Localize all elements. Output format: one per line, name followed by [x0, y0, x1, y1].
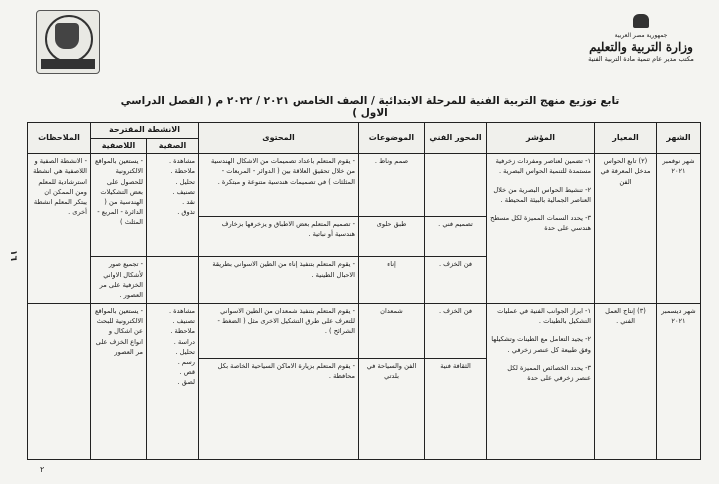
activity-item: لصق .: [177, 378, 195, 387]
activity-item: تصنيف .: [172, 317, 195, 326]
indicator-item: ٢- تنشيط الحواس البصرية من خلال العناصر الجمالية بالبيئة المحيطة .: [493, 185, 591, 204]
activity-item: مشاهدة .: [168, 157, 195, 166]
col-standard: المعيار: [595, 123, 657, 154]
activities-extra-cell: - تجميع صور لأشكال الاواني الخزفية على مر العصور .: [91, 257, 147, 303]
indicator-item: ١- ابراز الجوانب الفنية في عمليات التشكيل بالطينات .: [497, 306, 591, 326]
topic-cell: طبق حلوى: [359, 216, 425, 257]
standard-cell: (٢) تابع الحواس مدخل المعرفة في الفن: [595, 154, 657, 304]
eagle-emblem-icon: [630, 12, 652, 30]
content-cell: - يقوم المتعلم بزيارة الاماكن السياحية الخاصة بكل محافظة .: [199, 358, 359, 459]
art-axis-cell: [425, 154, 487, 217]
col-notes: الملاحظات: [28, 123, 91, 154]
topic-cell: صمم وناظ .: [359, 154, 425, 217]
topic-cell: شمعدان: [359, 303, 425, 358]
indicators-cell: [487, 303, 595, 459]
activities-class-cell: [147, 257, 199, 303]
col-topics: الموضوعات: [359, 123, 425, 154]
activities-class-cell: [147, 303, 199, 459]
indicator-item: ١- تضمين لعناصر ومفردات زخرفية مستمدة للتنمية الحواس البصرية .: [495, 157, 591, 176]
activity-item: تصنيف .: [172, 187, 195, 196]
col-indicator: المؤشر: [487, 123, 595, 154]
indicator-item: ٣- يحدد السمات المميزة لكل مسطح هندسي على حدة: [490, 214, 591, 233]
month-cell: شهر نوفمبر ٢٠٢١: [657, 154, 701, 304]
col-activities-class: الصفية: [147, 138, 199, 154]
col-content: المحتوى: [199, 123, 359, 154]
ministry-country: جمهورية مصر العربية: [614, 32, 668, 39]
margin-mark: ١٦: [8, 250, 18, 261]
seal-emblem-icon: [55, 23, 79, 49]
activity-item: مشاهدة .: [168, 306, 195, 315]
directorate-seal-logo: [36, 10, 100, 74]
activities-extra-cell: - يستعين بالمواقع الالكترونية للبحث عن اشكال و انواع الخزف على مر العصور: [91, 303, 147, 459]
activities-class-cell: [147, 154, 199, 257]
page-number: ٢: [40, 465, 45, 474]
curriculum-table: [27, 122, 701, 460]
art-axis-cell: فن الخزف .: [425, 303, 487, 358]
seal-band-icon: [41, 59, 95, 69]
document-title: تابع توزيع منهج التربية الفنية للمرحلة الابتدائية / الصف الخامس ٢٠٢١ / ٢٠٢٢ م ( الفصل الدراسي الاول ): [120, 95, 620, 119]
art-axis-cell: تصميم فني .: [425, 216, 487, 257]
activities-extra-cell: - يستعين بالمواقع الالكترونية للحصول على بعض التشكيلات الهندسية من ( الدائرة - المربع - المثلث ): [91, 154, 147, 257]
activity-item: قص .: [179, 368, 195, 377]
activity-item: دراسة .: [173, 337, 195, 346]
content-cell: - تصميم المتعلم بعض الاطباق و يزخرفها بزخارف هندسية أو نباتية .: [199, 216, 359, 257]
indicators-cell: [487, 154, 595, 304]
month-cell: شهر ديسمبر ٢٠٢١: [657, 303, 701, 459]
activity-item: تحليل .: [175, 347, 195, 356]
ministry-name: وزارة التربية والتعليم: [589, 40, 693, 54]
content-cell: - يقوم المتعلم بتنفيذ إناء من الطين الاسواني بطريقة الاحبال الطينية .: [199, 257, 359, 303]
ministry-office: مكتب مدير عام تنمية مادة التربية الفنية: [588, 55, 694, 63]
ministry-header: [581, 12, 701, 63]
activity-item: ملاحظة .: [170, 327, 195, 336]
activity-item: تذوق .: [177, 208, 195, 217]
standard-cell: (٣) إنتاج العمل الفني .: [595, 303, 657, 459]
notes-cell: - الانشطة الصفية و اللاصفية هي انشطة استرشادية للمعلم ومن الممكن ان يبتكر المعلم انشطة أخرى .: [28, 154, 91, 304]
activity-item: تحليل .: [175, 177, 195, 186]
content-cell: - يقوم المتعلم بتنفيذ شمعدان من الطين الاسواني للتعرف على طرق التشكيل الاخرى مثل ( الضغط - الشرائح ) .: [199, 303, 359, 358]
notes-cell: [28, 303, 91, 459]
activity-item: ملاحظة .: [170, 167, 195, 176]
col-activities-extra: اللاصفية: [91, 138, 147, 154]
indicator-item: ٣- يحدد الخصائص المميزة لكل عنصر زخرفي على حدة: [507, 363, 591, 383]
activity-item: نقد .: [182, 198, 195, 207]
col-month: الشهر: [657, 123, 701, 154]
art-axis-cell: الثقافة فنية: [425, 358, 487, 459]
topic-cell: الفن والسياحة في بلدتي: [359, 358, 425, 459]
col-art-axis: المحور الفني: [425, 123, 487, 154]
indicator-item: ٢- يجيد التعامل مع الطينات وتشكيلها وفق طبيعة كل عنصر زخرفي .: [491, 335, 591, 354]
art-axis-cell: فن الخزف .: [425, 257, 487, 303]
col-activities: الانشطة المقترحة: [91, 123, 199, 139]
content-cell: - يقوم المتعلم باعداد تصميمات من الاشكال الهندسية من خلال تحقيق العلاقة بين ( الدوائر - المربعات - المثلثات ) في تصميمات هندسية متنوعة و مبتكرة .: [199, 154, 359, 217]
topic-cell: إناء: [359, 257, 425, 303]
activity-item: رسم .: [177, 358, 195, 367]
